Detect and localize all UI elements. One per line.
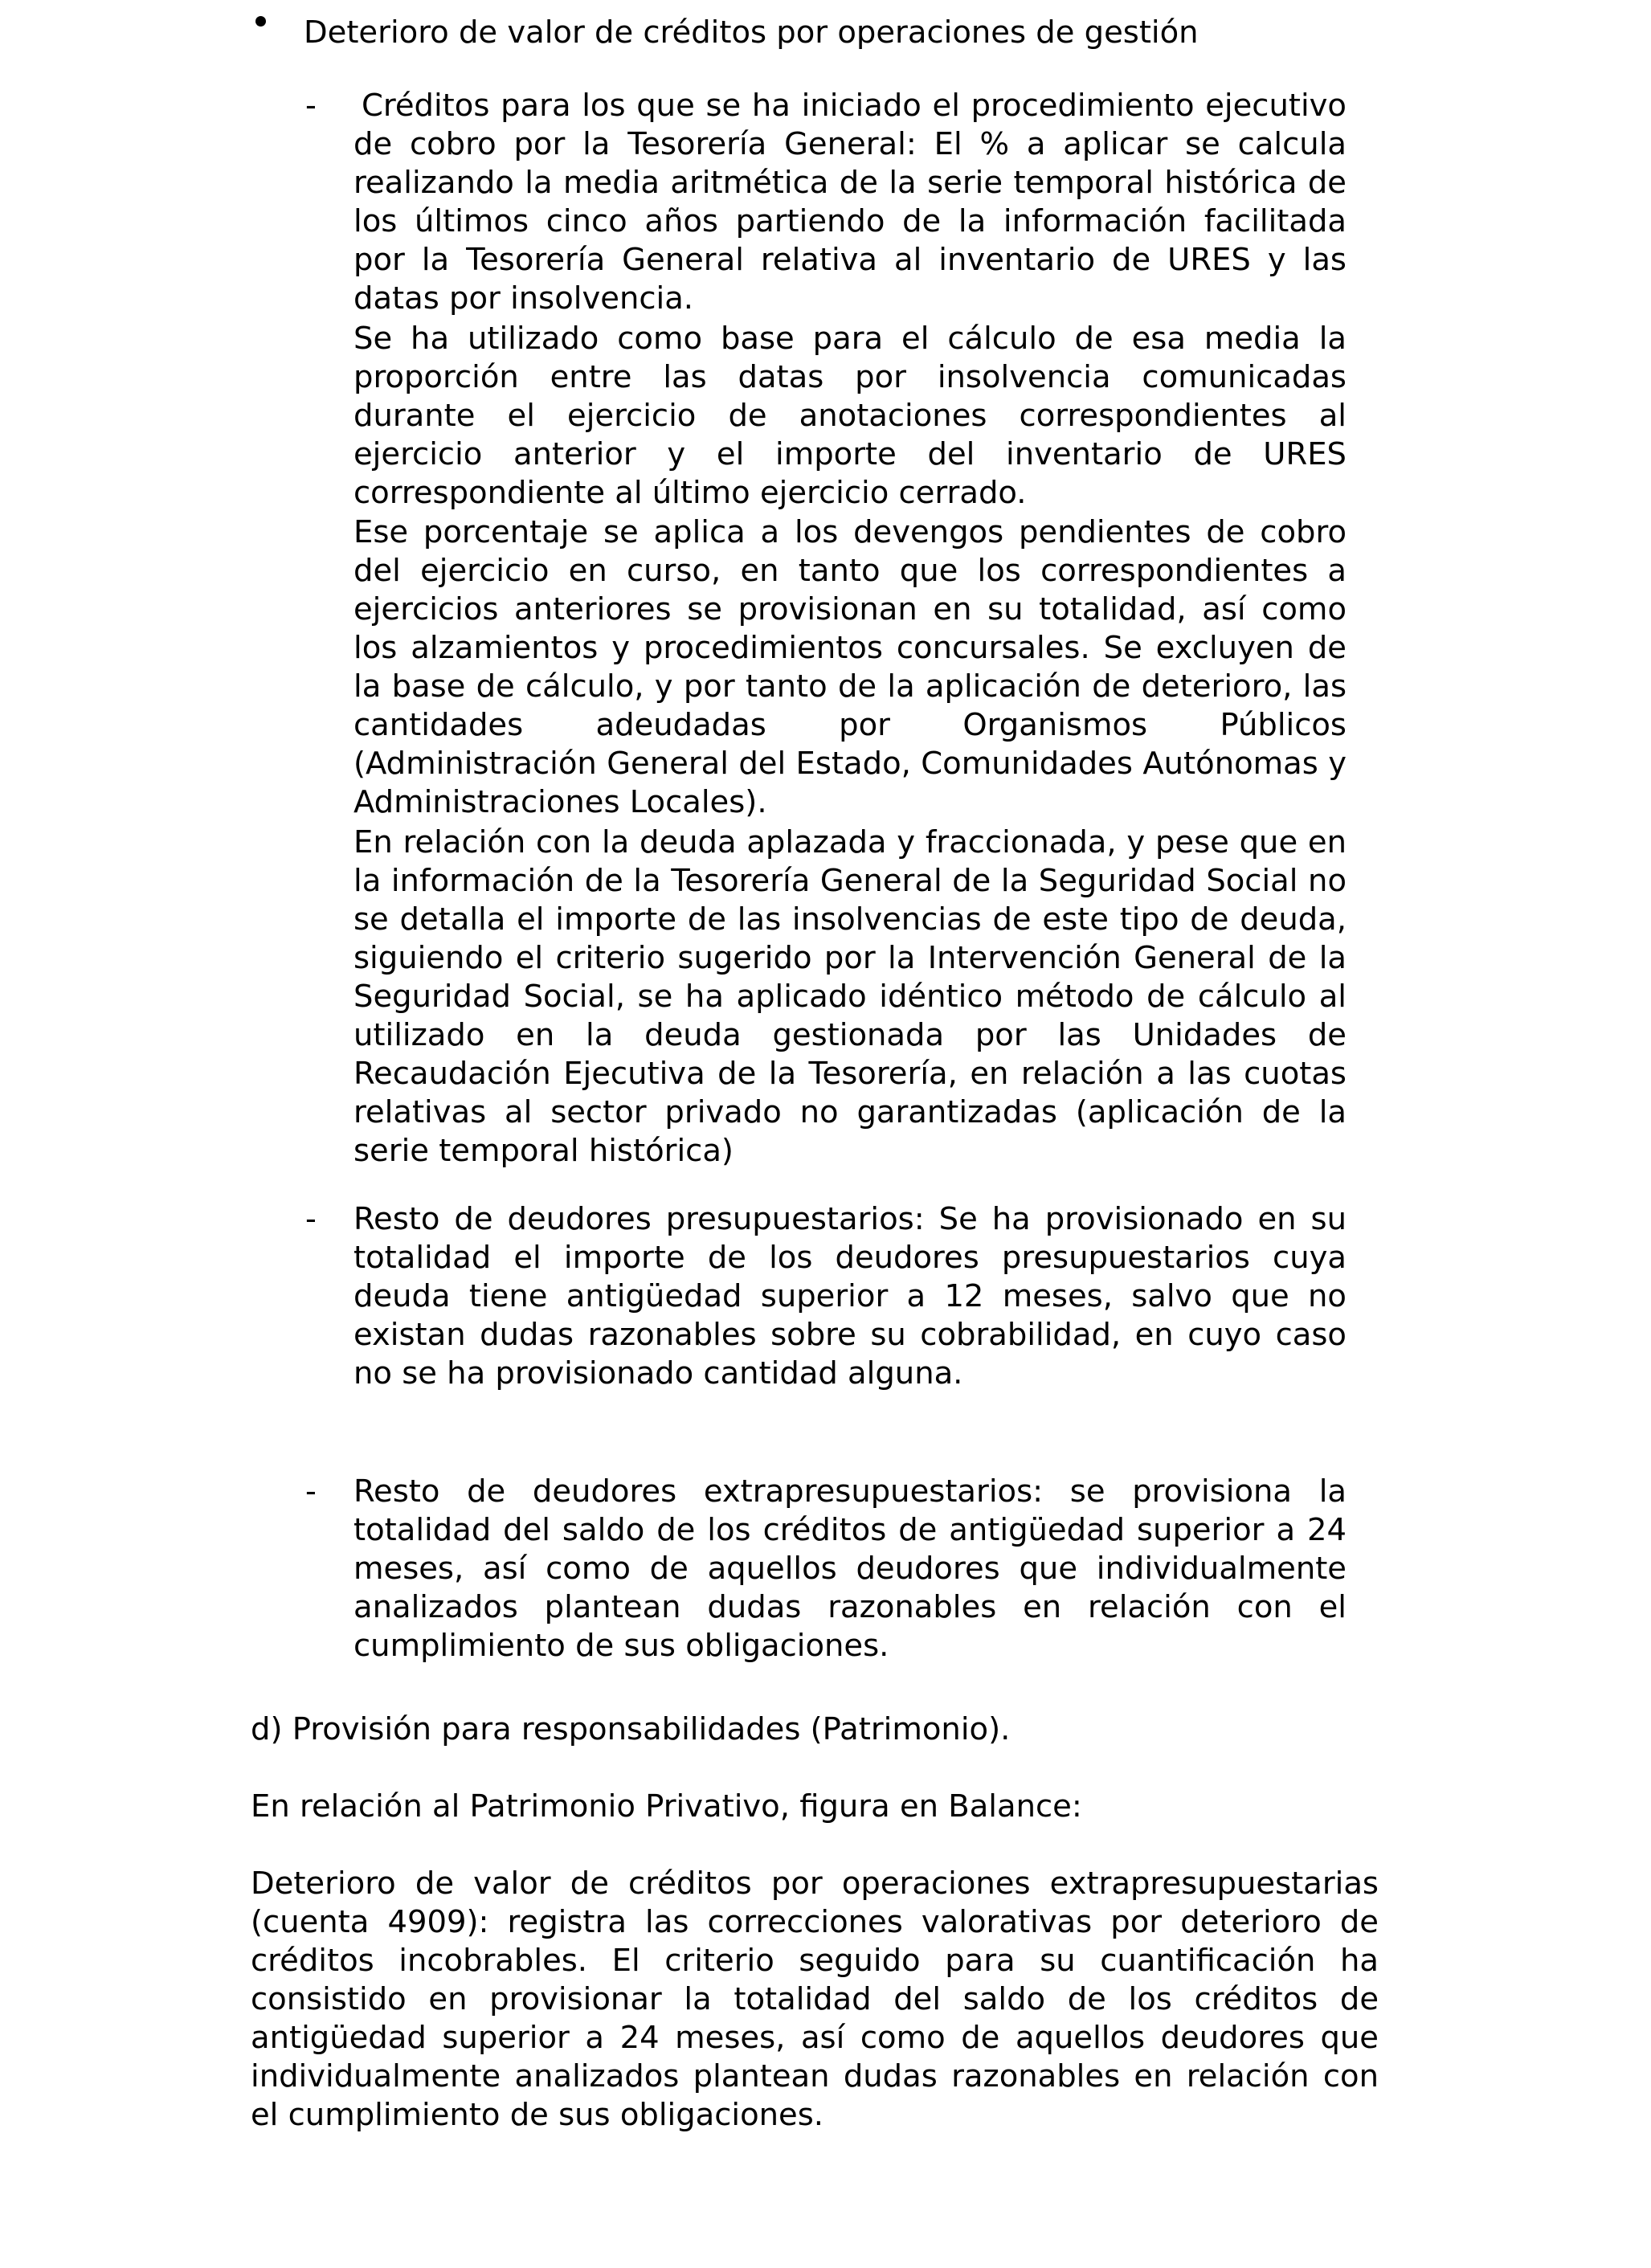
- patrimonio-paragraph: Deterioro de valor de créditos por operaciones extrapresupuestarias (cuenta 4909): registra las correcciones valorativas por deterioro de créditos incobrables. El criterio seguido para su cuantificación ha consistido en provisionar la totalidad del saldo de los créditos de antigüedad superior a 24 meses, así como de aquellos deudores que individualmente analizados plantean dudas razonables en relación con el cumplimiento de sus obligaciones.: [251, 1865, 1379, 2133]
- bullet-heading: Deterioro de valor de créditos por operaciones de gestión: [304, 14, 1199, 51]
- item3-paragraph: Resto de deudores extrapresupuestarios: se provisiona la totalidad del saldo de los créditos de antigüedad superior a 24 meses, así como de aquellos deudores que individualmente analizados plantean dudas razonables en relación con el cumplimiento de sus obligaciones.: [353, 1473, 1347, 1664]
- bullet-icon: [255, 16, 266, 27]
- item1-paragraph-3: Ese porcentaje se aplica a los devengos pendientes de cobro del ejercicio en curso, en tanto que los correspondientes a ejercicios anteriores se provisionan en su totalidad, así como los alzamientos y procedimientos concursales. Se excluyen de la base de cálculo, y por tanto de la aplicación de deterioro, las cantidades adeudadas por Organismos Públicos (Administración General del Estado, Comunidades Autónomas y Administraciones Locales).: [353, 514, 1347, 820]
- item1-paragraph-1: Créditos para los que se ha iniciado el procedimiento ejecutivo de cobro por la Tesorería General: El % a aplicar se calcula realizando la media aritmética de la serie temporal histórica de los últimos cinco años partiendo de la información facilitada por la Tesorería General relativa al inventario de URES y las datas por insolvencia.: [353, 88, 1347, 317]
- dash-marker: -: [305, 88, 317, 124]
- item2-paragraph: Resto de deudores presupuestarios: Se ha provisionado en su totalidad el importe de los deudores presupuestarios cuya deuda tiene antigüedad superior a 12 meses, salvo que no existan dudas razonables sobre su cobrabilidad, en cuyo caso no se ha provisionado cantidad alguna.: [353, 1201, 1347, 1391]
- dash-marker: -: [305, 1473, 317, 1510]
- patrimonio-intro: En relación al Patrimonio Privativo, figura en Balance:: [251, 1788, 1082, 1825]
- section-d-heading: d) Provisión para responsabilidades (Patrimonio).: [251, 1711, 1011, 1747]
- item1-paragraph-2: Se ha utilizado como base para el cálculo de esa media la proporción entre las datas por insolvencia comunicadas durante el ejercicio de anotaciones correspondientes al ejercicio anterior y el importe del inventario de URES correspondiente al último ejercicio cerrado.: [353, 321, 1347, 511]
- item1-paragraph-4: En relación con la deuda aplazada y fraccionada, y pese que en la información de la Tesorería General de la Seguridad Social no se detalla el importe de las insolvencias de este tipo de deuda, siguiendo el criterio sugerido por la Intervención General de la Seguridad Social, se ha aplicado idéntico método de cálculo al utilizado en la deuda gestionada por las Unidades de Recaudación Ejecutiva de la Tesorería, en relación a las cuotas relativas al sector privado no garantizadas (aplicación de la serie temporal histórica): [353, 824, 1347, 1169]
- dash-marker: -: [305, 1201, 317, 1237]
